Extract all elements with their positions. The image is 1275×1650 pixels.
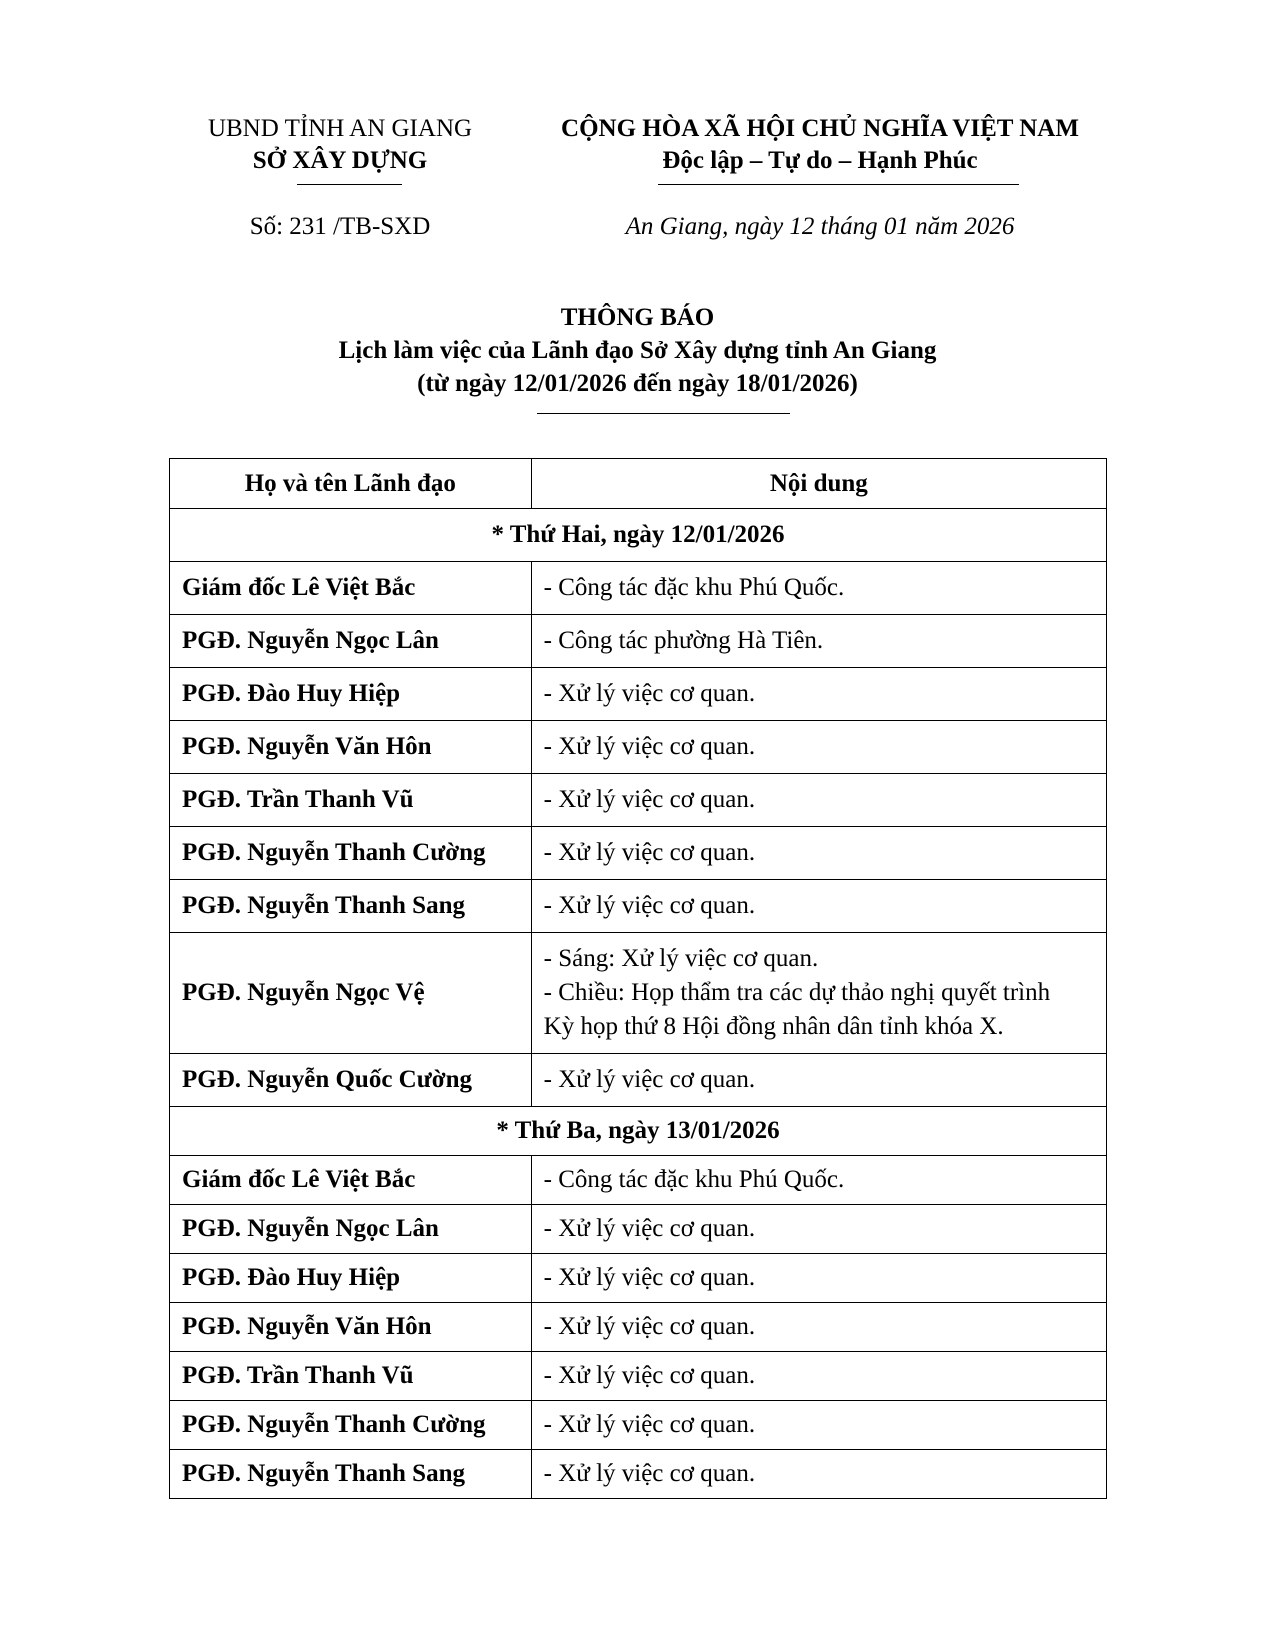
content-line: - Xử lý việc cơ quan. [543,680,756,707]
schedule-content [531,827,1106,880]
schedule-content [531,668,1106,721]
leader-name: PGĐ. Trần Thanh Vũ [170,774,532,827]
table-row [170,1352,1107,1401]
table-header-row [170,459,1107,509]
content-line: - Xử lý việc cơ quan. [543,892,756,919]
leader-name: PGĐ. Nguyễn Văn Hôn [170,721,532,774]
content-line: - Xử lý việc cơ quan. [543,1460,756,1487]
content-line: - Xử lý việc cơ quan. [543,1066,756,1093]
content-line: - Xử lý việc cơ quan. [543,1362,756,1389]
header-content: Nội dung [531,459,1106,509]
day-header-row [170,509,1107,562]
schedule-content [531,933,1106,1054]
table-row [170,774,1107,827]
schedule-body [170,509,1107,1499]
schedule-content [531,1054,1106,1107]
table-row [170,933,1107,1054]
day-header-row [170,1107,1107,1156]
table-row [170,1254,1107,1303]
document-number: Số: 231 /TB-SXD [249,213,431,240]
table-row [170,827,1107,880]
content-line: - Công tác đặc khu Phú Quốc. [543,574,845,601]
schedule-content [531,1254,1106,1303]
motto-underline [658,184,1019,185]
table-row [170,1205,1107,1254]
schedule-content [531,1205,1106,1254]
document-subtitle: Lịch làm việc của Lãnh đạo Sở Xây dựng tỉnh An Giang [338,337,937,364]
content-line: - Xử lý việc cơ quan. [543,786,756,813]
leader-name: PGĐ. Trần Thanh Vũ [170,1352,532,1401]
leader-name: Giám đốc Lê Việt Bắc [170,1156,532,1205]
leader-name: PGĐ. Đào Huy Hiệp [170,668,532,721]
document-period: (từ ngày 12/01/2026 đến ngày 18/01/2026) [417,370,858,397]
schedule-content [531,721,1106,774]
content-line: - Xử lý việc cơ quan. [543,1313,756,1340]
title-underline [537,413,790,414]
content-line: - Xử lý việc cơ quan. [543,1264,756,1291]
table-row [170,1450,1107,1499]
content-line: - Sáng: Xử lý việc cơ quan. [543,945,819,972]
org-parent: UBND TỈNH AN GIANG [207,115,473,142]
schedule-content [531,880,1106,933]
leader-name: PGĐ. Nguyễn Ngọc Lân [170,615,532,668]
day-label: * Thứ Ba, ngày 13/01/2026 [170,1107,1107,1156]
table-row [170,1156,1107,1205]
leader-name: PGĐ. Nguyễn Quốc Cường [170,1054,532,1107]
national-motto: Độc lập – Tự do – Hạnh Phúc [662,147,978,174]
leader-name: PGĐ. Nguyễn Văn Hôn [170,1303,532,1352]
table-row [170,1303,1107,1352]
schedule-content [531,1156,1106,1205]
schedule-table [169,458,1107,1499]
table-row [170,562,1107,615]
content-line: - Xử lý việc cơ quan. [543,1411,756,1438]
leader-name: PGĐ. Nguyễn Thanh Cường [170,1401,532,1450]
header-leader-name: Họ và tên Lãnh đạo [170,459,532,509]
schedule-content [531,615,1106,668]
table-row [170,668,1107,721]
org-underline [297,184,402,185]
leader-name: Giám đốc Lê Việt Bắc [170,562,532,615]
schedule-content [531,562,1106,615]
leader-name: PGĐ. Nguyễn Thanh Sang [170,1450,532,1499]
document-title: THÔNG BÁO [560,304,715,331]
document-date: An Giang, ngày 12 tháng 01 năm 2026 [625,213,1015,240]
content-line: - Công tác phường Hà Tiên. [543,627,824,654]
table-row [170,880,1107,933]
table-row [170,1401,1107,1450]
content-line: - Xử lý việc cơ quan. [543,733,756,760]
content-line: Kỳ họp thứ 8 Hội đồng nhân dân tỉnh khóa X. [543,1013,1004,1040]
schedule-content [531,1303,1106,1352]
content-line: - Công tác đặc khu Phú Quốc. [543,1166,845,1193]
org-name: SỞ XÂY DỰNG [252,147,428,174]
leader-name: PGĐ. Đào Huy Hiệp [170,1254,532,1303]
table-row [170,1054,1107,1107]
leader-name: PGĐ. Nguyễn Ngọc Lân [170,1205,532,1254]
schedule-content [531,1352,1106,1401]
content-line: - Chiều: Họp thẩm tra các dự thảo nghị quyết trình [543,979,1051,1006]
schedule-content [531,774,1106,827]
leader-name: PGĐ. Nguyễn Ngọc Vệ [170,933,532,1054]
table-row [170,615,1107,668]
day-label: * Thứ Hai, ngày 12/01/2026 [170,509,1107,562]
leader-name: PGĐ. Nguyễn Thanh Sang [170,880,532,933]
content-line: - Xử lý việc cơ quan. [543,1215,756,1242]
content-line: - Xử lý việc cơ quan. [543,839,756,866]
table-row [170,721,1107,774]
national-title: CỘNG HÒA XÃ HỘI CHỦ NGHĨA VIỆT NAM [561,115,1079,142]
leader-name: PGĐ. Nguyễn Thanh Cường [170,827,532,880]
schedule-content [531,1450,1106,1499]
schedule-content [531,1401,1106,1450]
